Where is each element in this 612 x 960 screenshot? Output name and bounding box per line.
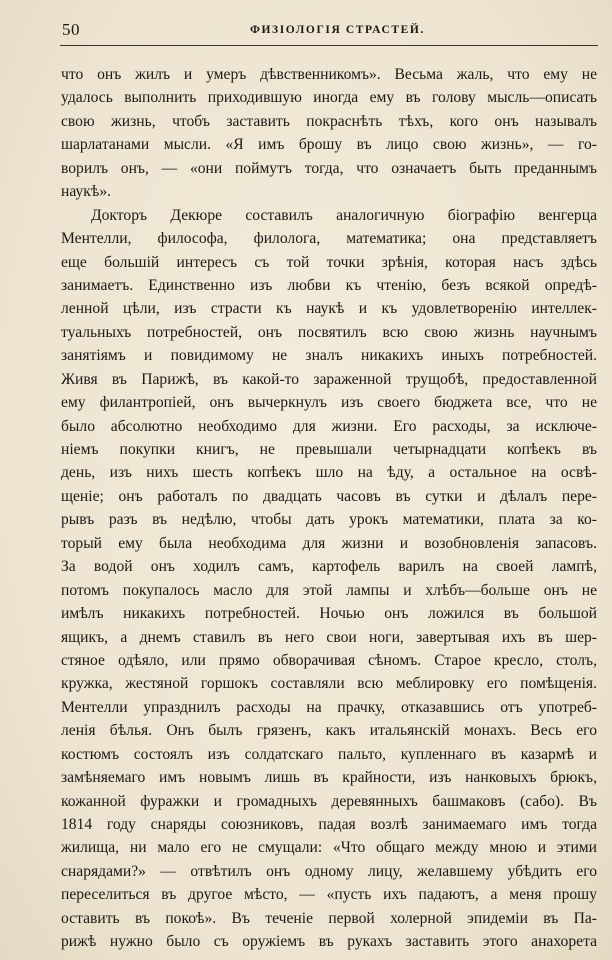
text-line: 1814 году снаряды союзниковъ, падая возлѣ занимаемаго имъ тогда (61, 816, 597, 833)
text-line: имѣлъ никакихъ потребностей. Ночью онъ ложился въ большой (61, 605, 597, 623)
text-line: еще большій интересъ съ той точки зрѣнія, которая насъ здѣсь (61, 253, 597, 271)
text-line: замѣняемаго имъ новымъ лишь въ крайности, изъ нанковыхъ брюкъ, (61, 769, 597, 787)
text-line: ленія бѣлья. Онъ былъ грязенъ, какъ итальянскій монахъ. Весь его (61, 722, 597, 740)
text-line: переселиться въ другое мѣсто, — «пусть ихъ падаютъ, а меня прошу (61, 886, 597, 904)
text-line: наукѣ». (61, 183, 112, 201)
text-line: Ментелли, философа, филолога, математика; она представляетъ (61, 230, 597, 248)
text-line: свою жизнь, чтобъ заставить покраснѣть тѣхъ, кого онъ называлъ (61, 112, 597, 130)
text-line: Ментелли упразднилъ расходы на прачку, отказавшись отъ употреб- (61, 698, 597, 716)
text-line: жилища, ни мало его не смущали: «Что общаго между мною и этими (61, 839, 597, 857)
text-line: было абсолютно необходимо для жизни. Его расходы, за исключе- (61, 417, 597, 435)
text-line: Живя въ Парижѣ, въ какой-то зараженной трущобѣ, предоставленной (61, 370, 597, 388)
text-line: стяное одѣяло, или прямо обворачивая сѣномъ. Старое кресло, столъ, (61, 651, 597, 669)
text-line: щеніе; онъ работалъ по двадцать часовъ въ сутки и дѣлалъ пере- (61, 487, 597, 505)
text-line: день, изъ нихъ шесть копѣекъ шло на ѣду, а остальное на освѣ- (61, 464, 597, 482)
page-header (60, 18, 598, 42)
text-line: торый ему была необходима для жизни и возобновленія запасовъ. (61, 534, 597, 552)
text-line: занятіямъ и повидимому не зналъ никакихъ иныхъ потребностей. (61, 347, 597, 365)
text-line: рижѣ нужно было съ оружіемъ въ рукахъ заставить этого анахорета (61, 933, 597, 951)
text-line: занимаетъ. Единственно изъ любви къ чтенію, безъ всякой опредѣ- (61, 276, 597, 294)
text-line: что онъ жилъ и умеръ дѣвственникомъ». Весьма жаль, что ему не (61, 66, 597, 83)
text-line: ящикъ, а днемъ ставилъ въ него свои ноги, завертывая ихъ въ шер- (61, 628, 597, 646)
text-line: ворилъ онъ, — «они поймутъ тогда, что означаетъ быть преданнымъ (61, 159, 597, 177)
text-line: За водой онъ ходилъ самъ, картофель варилъ на своей лампѣ, (61, 558, 597, 576)
text-line: ніемъ покупки книгъ, не превышали четырнадцати копѣекъ въ (61, 441, 597, 458)
running-head: ФИЗІОЛОГІЯ СТРАСТЕЙ. (250, 24, 425, 36)
text-line: снарядами?» — отвѣтилъ онъ одному лицу, желавшему убѣдить его (61, 862, 597, 880)
text-line: Докторъ Декюре составилъ аналогичную біографію венгерца (91, 206, 597, 224)
header-rule (60, 45, 598, 46)
text-line: туальныхъ потребностей, онъ посвятилъ всю свою жизнь научнымъ (61, 323, 597, 341)
text-line: рывъ разъ въ недѣлю, чтобы дать урокъ математики, плата за ко- (61, 511, 597, 529)
page-number: 50 (62, 20, 80, 39)
text-line: кожанной фуражки и громадныхъ деревянныхъ башмаковъ (сабо). Въ (61, 792, 597, 810)
text-line: потомъ покупалось масло для этой лампы и хлѣбъ—больше онъ не (61, 581, 597, 599)
text-line: удалось выполнить приходившую иногда ему въ голову мысль—описать (61, 89, 597, 107)
text-line: кружка, жестяной горшокъ составляли всю меблировку его помѣщенія. (61, 675, 597, 693)
text-line: ему филантропіей, онъ вычеркнулъ изъ своего бюджета все, что не (61, 394, 597, 412)
body-text (61, 63, 597, 954)
text-line: оставить въ покоѣ». Въ теченіе первой холерной эпидеміи въ Па- (61, 909, 597, 927)
text-line: костюмъ состоялъ изъ солдатскаго пальто, купленнаго въ казармѣ и (61, 745, 597, 763)
text-line: ленной цѣли, изъ страсти къ наукѣ и къ удовлетворенію интеллек- (61, 300, 597, 318)
text-line: шарлатанами мысли. «Я имъ брошу въ лицо свою жизнь», — го- (61, 136, 597, 154)
